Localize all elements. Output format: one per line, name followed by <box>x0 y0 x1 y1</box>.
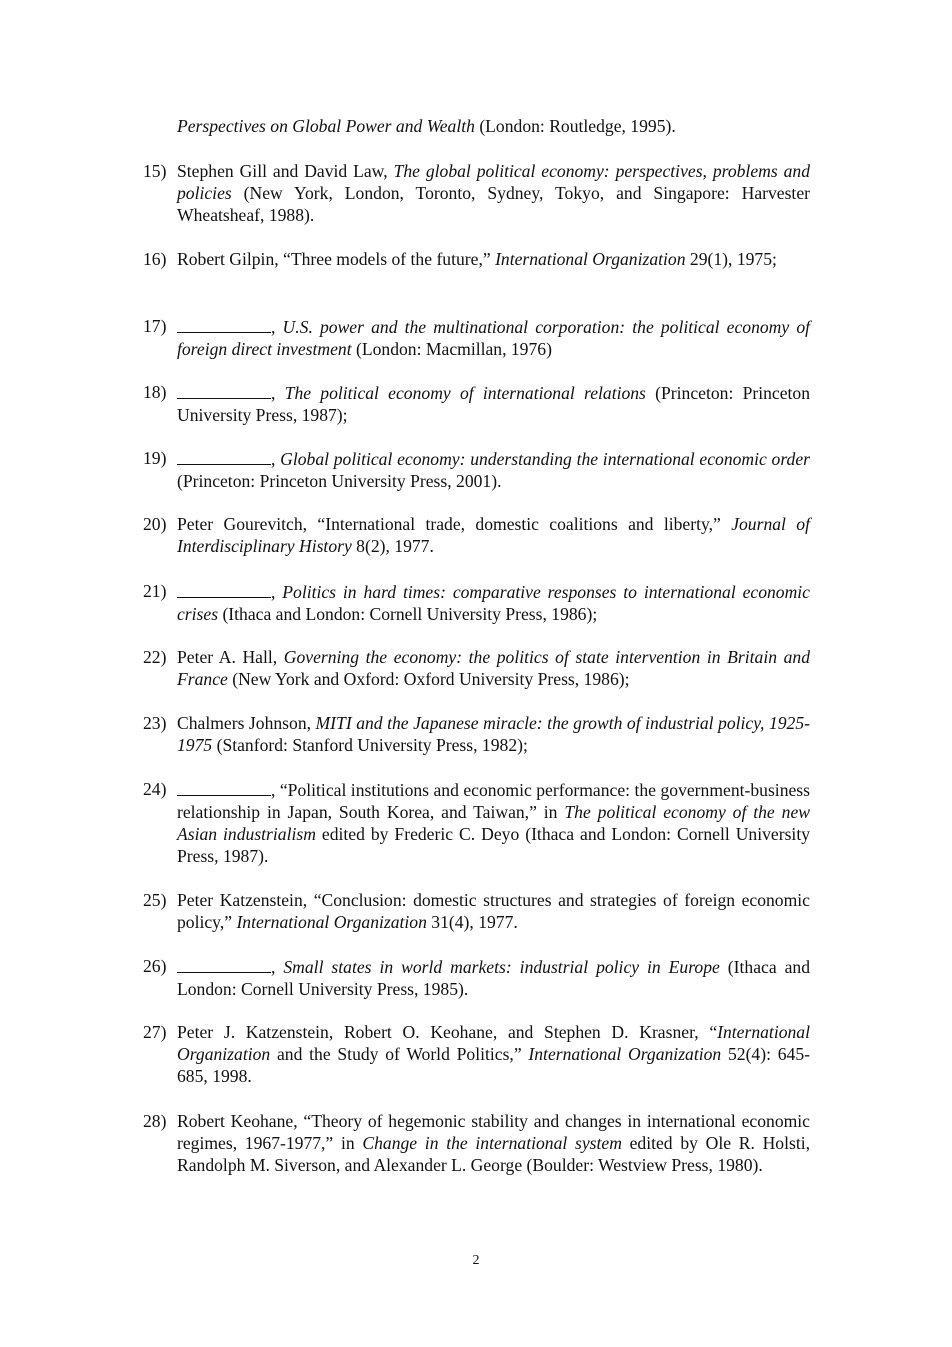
reference-text <box>177 712 810 756</box>
reference-text-run: 31(4), 1977. <box>426 912 518 932</box>
reference-number: 27) <box>143 1022 167 1042</box>
reference-number: 18) <box>143 382 167 402</box>
reference-text-run: (Ithaca and London: Cornell University Press, 1986); <box>218 604 598 624</box>
author-repeat-blank-line <box>177 778 271 796</box>
reference-title-italic: MITI and the Japanese miracle: the growth of industrial policy, 1925-1975 <box>177 713 810 755</box>
reference-title-italic: The global political economy: perspectives, problems and policies <box>177 161 810 203</box>
reference-text-run: Chalmers Johnson, <box>177 713 316 733</box>
author-repeat-blank-line <box>177 447 271 465</box>
reference-entry-18 <box>143 381 810 426</box>
reference-entry-23 <box>143 712 810 756</box>
reference-number: 25) <box>143 890 167 910</box>
reference-title-italic: International Organization <box>495 249 686 269</box>
reference-text-run: Peter A. Hall, <box>177 647 284 667</box>
reference-text-run: 8(2), 1977. <box>351 536 434 556</box>
reference-text <box>177 513 810 557</box>
reference-title-italic: Journal of Interdisciplinary History <box>177 514 810 556</box>
reference-number: 21) <box>143 581 167 601</box>
reference-text <box>177 646 810 690</box>
reference-title-italic: The political economy of international relations <box>284 383 646 403</box>
reference-entry-21 <box>143 580 810 625</box>
reference-text-run: and the Study of World Politics,” <box>270 1044 529 1064</box>
reference-text-run: , “Political institutions and economic performance: the government-business relationship in Japan, South Korea, and Taiwan,” in <box>177 780 810 822</box>
reference-text-run: , <box>271 383 285 403</box>
reference-text <box>177 955 810 1000</box>
reference-text-run: edited by Ole R. Holsti, Randolph M. Siverson, and Alexander L. George (Boulder: Westview Press, 1980). <box>177 1133 810 1175</box>
reference-entry-17 <box>143 315 810 360</box>
reference-text-run: (Ithaca and London: Cornell University Press, 1985). <box>177 957 810 999</box>
reference-title-italic: Perspectives on Global Power and Wealth <box>177 116 475 136</box>
reference-title-italic: Small states in world markets: industrial policy in Europe <box>283 957 720 977</box>
reference-text-run: , <box>271 317 283 337</box>
reference-text-run: 52(4): 645-685, 1998. <box>177 1044 810 1086</box>
reference-text-run: (New York and Oxford: Oxford University Press, 1986); <box>227 669 630 689</box>
reference-number: 28) <box>143 1111 167 1131</box>
reference-text-run: Peter Gourevitch, “International trade, domestic coalitions and liberty,” <box>177 514 732 534</box>
author-repeat-blank-line <box>177 955 271 973</box>
reference-number: 20) <box>143 514 167 534</box>
reference-text-run: , <box>271 449 281 469</box>
reference-text-run: (Stanford: Stanford University Press, 1982); <box>212 735 528 755</box>
reference-text <box>177 160 810 226</box>
reference-text-run: edited by Frederic C. Deyo (Ithaca and London: Cornell University Press, 1987). <box>177 824 810 866</box>
reference-text <box>177 889 810 933</box>
reference-title-italic: U.S. power and the multinational corporation: the political economy of foreign direct investment <box>177 317 811 359</box>
author-repeat-blank-line <box>177 381 271 399</box>
reference-text-run: 29(1), 1975; <box>685 249 777 269</box>
author-repeat-blank-line <box>177 580 271 598</box>
reference-title-italic: Politics in hard times: comparative responses to international economic crises <box>177 582 810 624</box>
reference-text <box>177 248 810 270</box>
reference-text <box>177 447 810 492</box>
reference-text-run: Robert Gilpin, “Three models of the future,” <box>177 249 496 269</box>
reference-entry-20 <box>143 513 810 557</box>
reference-title-italic: International Organization <box>177 1022 810 1064</box>
reference-text <box>177 315 810 360</box>
reference-text-run: Stephen Gill and David Law, <box>177 161 394 181</box>
page-number: 2 <box>472 1253 480 1268</box>
reference-text <box>177 381 810 426</box>
reference-number: 17) <box>143 316 167 336</box>
reference-entry-27 <box>143 1021 810 1087</box>
reference-text-run: Peter J. Katzenstein, Robert O. Keohane, and Stephen D. Krasner, “ <box>177 1022 718 1042</box>
reference-entry-19 <box>143 447 810 492</box>
reference-text-run: Robert Keohane, “Theory of hegemonic stability and changes in international economic regimes, 1967-1977,” in <box>177 1111 810 1153</box>
reference-text <box>177 1021 810 1087</box>
reference-number: 23) <box>143 713 167 733</box>
reference-title-italic: Global political economy: understanding the international economic order <box>280 449 810 469</box>
reference-number: 24) <box>143 779 167 799</box>
reference-entry-continued <box>143 115 810 137</box>
reference-number: 16) <box>143 249 167 269</box>
reference-title-italic: The political economy of the new Asian industrialism <box>177 802 810 844</box>
reference-number: 15) <box>143 161 167 181</box>
reference-entry-24 <box>143 778 810 867</box>
reference-text-run: , <box>271 582 283 602</box>
reference-text-run: (London: Macmillan, 1976) <box>351 339 552 359</box>
reference-number: 26) <box>143 956 167 976</box>
reference-entry-22 <box>143 646 810 690</box>
reference-text <box>177 115 810 137</box>
reference-text <box>177 580 810 625</box>
reference-text-run: Peter Katzenstein, “Conclusion: domestic structures and strategies of foreign economic policy,” <box>177 890 810 932</box>
reference-number: 19) <box>143 448 167 468</box>
reference-title-italic: Change in the international system <box>362 1133 622 1153</box>
reference-entry-26 <box>143 955 810 1000</box>
reference-text-run: (Princeton: Princeton University Press, 2001). <box>177 471 502 491</box>
reference-number: 22) <box>143 647 167 667</box>
reference-text-run: , <box>271 957 284 977</box>
reference-entry-25 <box>143 889 810 933</box>
reference-text <box>177 1110 810 1176</box>
reference-title-italic: International Organization <box>236 912 427 932</box>
reference-title-italic: Governing the economy: the politics of state intervention in Britain and France <box>177 647 810 689</box>
reference-text-run: (New York, London, Toronto, Sydney, Tokyo, and Singapore: Harvester Wheatsheaf, 1988). <box>177 183 810 225</box>
author-repeat-blank-line <box>177 315 271 333</box>
reference-entry-28 <box>143 1110 810 1176</box>
reference-title-italic: International Organization <box>528 1044 722 1064</box>
reference-entry-16 <box>143 248 810 270</box>
reference-entry-15 <box>143 160 810 226</box>
reference-text <box>177 778 810 867</box>
reference-text-run: (Princeton: Princeton University Press, 1987); <box>177 383 811 425</box>
reference-text-run: (London: Routledge, 1995). <box>474 116 676 136</box>
